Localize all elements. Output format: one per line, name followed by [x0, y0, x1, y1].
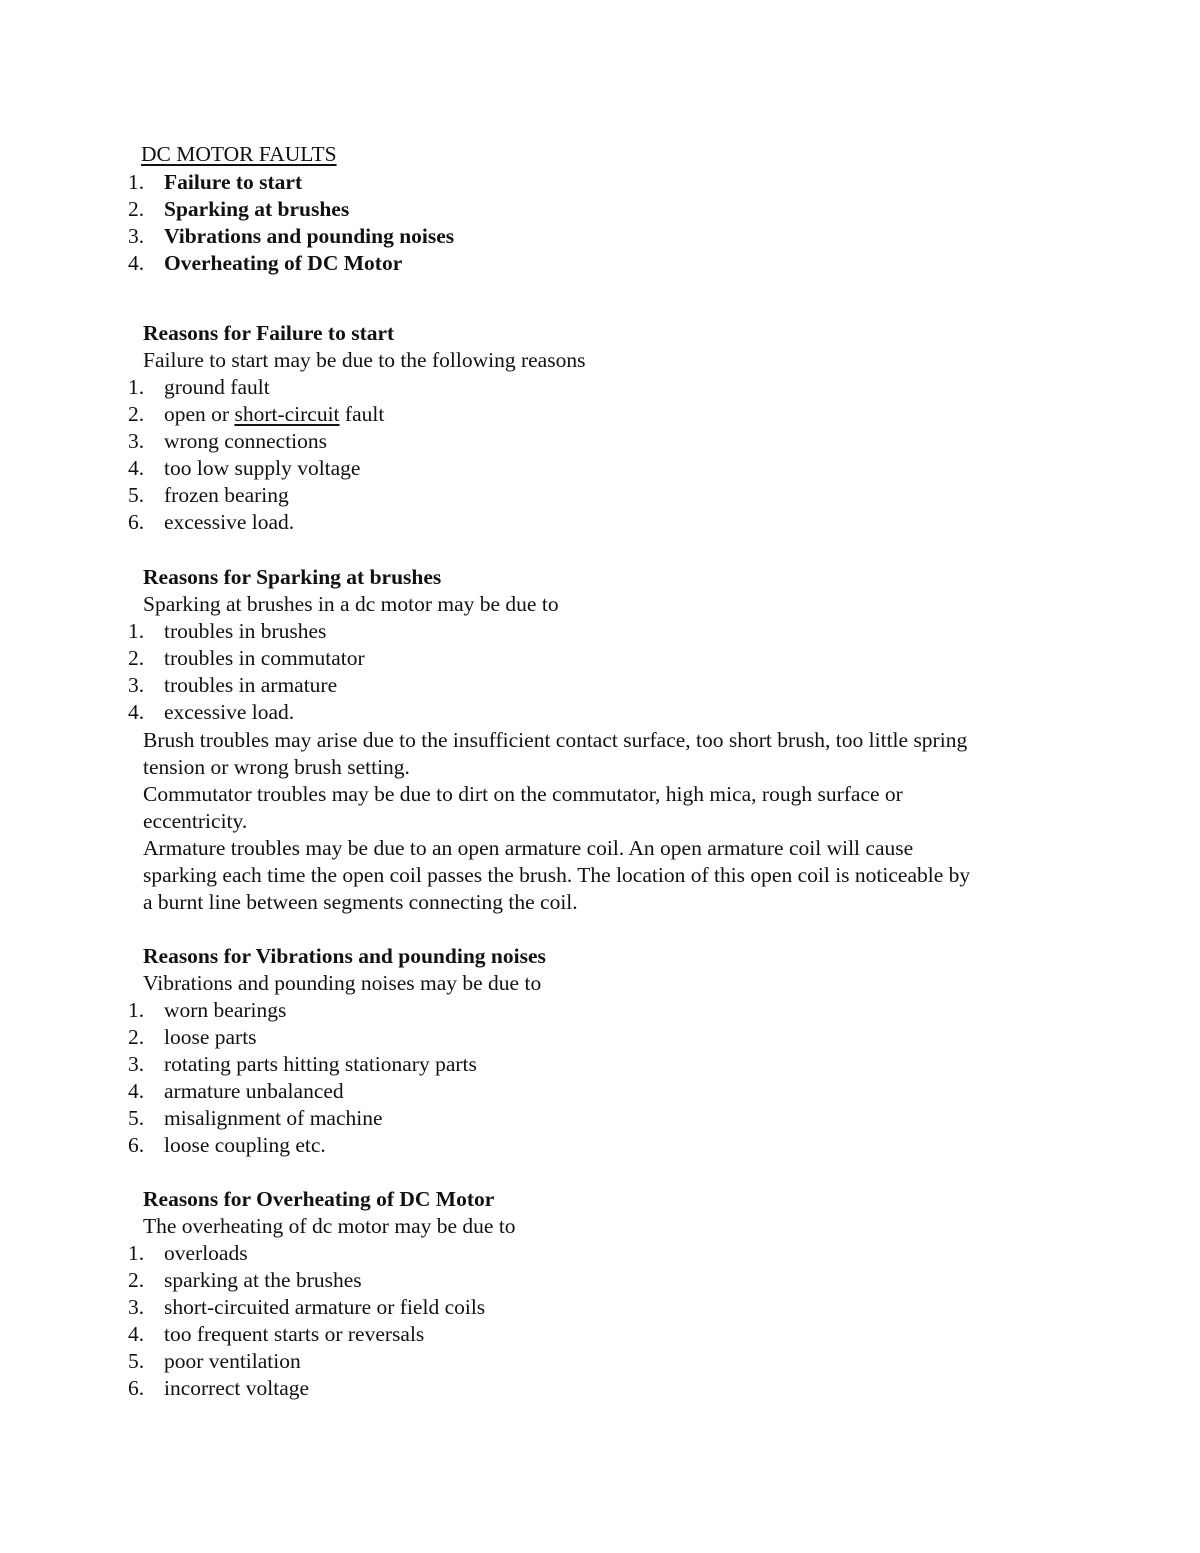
paragraph-line: Armature troubles may be due to an open armature coil. An open armature coil will cause	[143, 836, 914, 860]
list-number: 4.	[128, 1079, 145, 1103]
fault-item: Overheating of DC Motor	[164, 251, 403, 275]
list-number: 3.	[128, 224, 145, 248]
list-number: 1.	[128, 375, 145, 399]
list-number: 6.	[128, 510, 145, 534]
list-number: 5.	[128, 1106, 145, 1130]
section-heading: Reasons for Vibrations and pounding noises	[143, 944, 546, 968]
section-intro: Vibrations and pounding noises may be due to	[143, 971, 542, 995]
list-number: 1.	[128, 998, 145, 1022]
list-item: rotating parts hitting stationary parts	[164, 1052, 477, 1076]
list-item: short-circuited armature or field coils	[164, 1295, 486, 1319]
list-number: 3.	[128, 673, 145, 697]
list-item: troubles in brushes	[164, 619, 327, 643]
list-item: too low supply voltage	[164, 456, 361, 480]
list-number: 3.	[128, 1052, 145, 1076]
list-item: troubles in armature	[164, 673, 338, 697]
list-number: 3.	[128, 1295, 145, 1319]
list-number: 3.	[128, 429, 145, 453]
list-item: wrong connections	[164, 429, 328, 453]
list-item: overloads	[164, 1241, 248, 1265]
paragraph-line: sparking each time the open coil passes the brush. The location of this open coil is noticeable by	[143, 863, 971, 887]
paragraph-line: Brush troubles may arise due to the insufficient contact surface, too short brush, too little spring	[143, 728, 968, 752]
list-item: excessive load.	[164, 700, 295, 724]
list-number: 4.	[128, 456, 145, 480]
list-number: 6.	[128, 1133, 145, 1157]
list-number: 1.	[128, 1241, 145, 1265]
list-item: ground fault	[164, 375, 270, 399]
paragraph-line: Commutator troubles may be due to dirt on the commutator, high mica, rough surface or	[143, 782, 903, 806]
list-item: armature unbalanced	[164, 1079, 344, 1103]
list-item: loose coupling etc.	[164, 1133, 326, 1157]
list-item: too frequent starts or reversals	[164, 1322, 425, 1346]
list-number: 6.	[128, 1376, 145, 1400]
list-item: misalignment of machine	[164, 1106, 383, 1130]
list-number: 2.	[128, 1268, 145, 1292]
list-number: 1.	[128, 170, 145, 194]
short-circuit-link[interactable]: short-circuit	[234, 402, 340, 426]
page-title: DC MOTOR FAULTS	[141, 142, 337, 166]
list-item-text: open or	[164, 402, 235, 426]
list-item: poor ventilation	[164, 1349, 301, 1373]
list-number: 4.	[128, 700, 145, 724]
section-heading: Reasons for Sparking at brushes	[143, 565, 442, 589]
list-item: troubles in commutator	[164, 646, 365, 670]
list-item: loose parts	[164, 1025, 257, 1049]
list-item: sparking at the brushes	[164, 1268, 362, 1292]
list-item: worn bearings	[164, 998, 287, 1022]
list-item: incorrect voltage	[164, 1376, 310, 1400]
list-number: 2.	[128, 402, 145, 426]
list-number: 1.	[128, 619, 145, 643]
list-number: 5.	[128, 1349, 145, 1373]
section-intro: Sparking at brushes in a dc motor may be due to	[143, 592, 559, 616]
paragraph-line: tension or wrong brush setting.	[143, 755, 410, 779]
section-heading: Reasons for Overheating of DC Motor	[143, 1187, 495, 1211]
list-number: 4.	[128, 1322, 145, 1346]
list-number: 5.	[128, 483, 145, 507]
list-item: frozen bearing	[164, 483, 289, 507]
paragraph-line: a burnt line between segments connecting the coil.	[143, 890, 578, 914]
list-item: excessive load.	[164, 510, 295, 534]
fault-item: Sparking at brushes	[164, 197, 350, 221]
fault-item: Vibrations and pounding noises	[164, 224, 455, 248]
section-intro: Failure to start may be due to the following reasons	[143, 348, 586, 372]
section-heading: Reasons for Failure to start	[143, 321, 395, 345]
list-item	[164, 401, 384, 428]
list-number: 2.	[128, 1025, 145, 1049]
paragraph-line: eccentricity.	[143, 809, 248, 833]
list-number: 4.	[128, 251, 145, 275]
list-number: 2.	[128, 646, 145, 670]
fault-item: Failure to start	[164, 170, 303, 194]
section-intro: The overheating of dc motor may be due to	[143, 1214, 516, 1238]
list-number: 2.	[128, 197, 145, 221]
list-item-text: fault	[339, 402, 385, 426]
